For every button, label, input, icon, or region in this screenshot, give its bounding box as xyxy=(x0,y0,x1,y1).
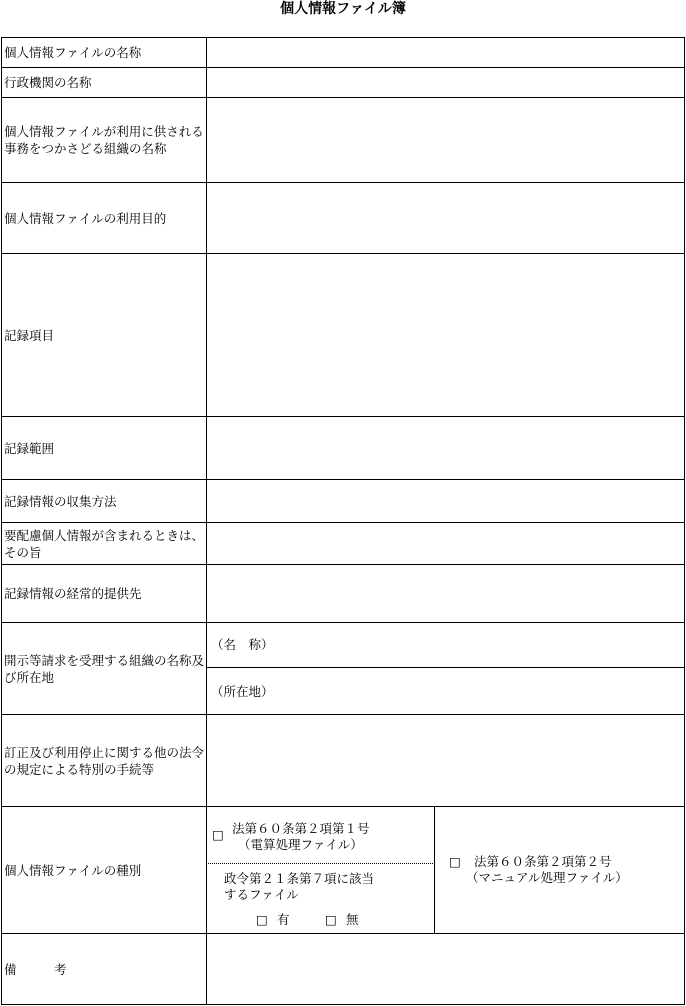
page-title: 個人情報ファイル簿 xyxy=(280,1,406,17)
file-type-dotted-divider xyxy=(206,863,433,864)
option2-label-line2: （マニュアル処理ファイル） xyxy=(466,870,628,885)
no-label: 無 xyxy=(346,912,359,927)
label-purpose: 個人情報ファイルの利用目的 xyxy=(4,210,167,226)
label-office-name: 個人情報ファイルが利用に供される事務をつかさどる組織の名称 xyxy=(4,124,204,156)
yes-label: 有 xyxy=(277,912,290,927)
label-correction-procedure: 訂正及び利用停止に関する他の法令の規定による特別の手続等 xyxy=(4,744,205,777)
option1-label-line2: （電算処理ファイル） xyxy=(238,837,363,852)
label-disclosure-org: 開示等請求を受理する組織の名称及び所在地 xyxy=(4,652,205,685)
label-file-name: 個人情報ファイルの名称 xyxy=(4,45,142,60)
no-checkbox[interactable]: □ xyxy=(325,912,337,927)
cabinet-order-line1: 政令第２１条第７項に該当 xyxy=(224,871,375,886)
subrow-divider xyxy=(206,667,685,668)
cabinet-order-line2: するファイル xyxy=(224,887,299,902)
label-remarks: 備 考 xyxy=(4,961,67,977)
option1-checkbox[interactable]: □ xyxy=(212,827,224,842)
option2-label-line1: 法第６０条第２項第２号 xyxy=(474,854,612,869)
label-file-type: 個人情報ファイルの種別 xyxy=(4,862,142,878)
file-type-divider xyxy=(434,806,435,934)
yes-checkbox[interactable]: □ xyxy=(256,912,268,927)
label-collection-method: 記録情報の収集方法 xyxy=(4,493,117,509)
label-record-scope: 記録範囲 xyxy=(4,440,55,456)
label-regular-recipients: 記録情報の経常的提供先 xyxy=(4,586,142,601)
label-record-items: 記録項目 xyxy=(4,327,55,343)
disclosure-name-label: （名 称） xyxy=(211,637,274,652)
label-agency-name: 行政機関の名称 xyxy=(4,75,92,90)
option2-checkbox[interactable]: □ xyxy=(449,854,461,869)
label-sensitive-info: 要配慮個人情報が含まれるときは、その旨 xyxy=(4,527,205,560)
disclosure-address-label: （所在地） xyxy=(211,684,274,699)
option1-label-line1: 法第６０条第２項第１号 xyxy=(232,821,370,836)
table-border-bottom xyxy=(1,1004,685,1005)
